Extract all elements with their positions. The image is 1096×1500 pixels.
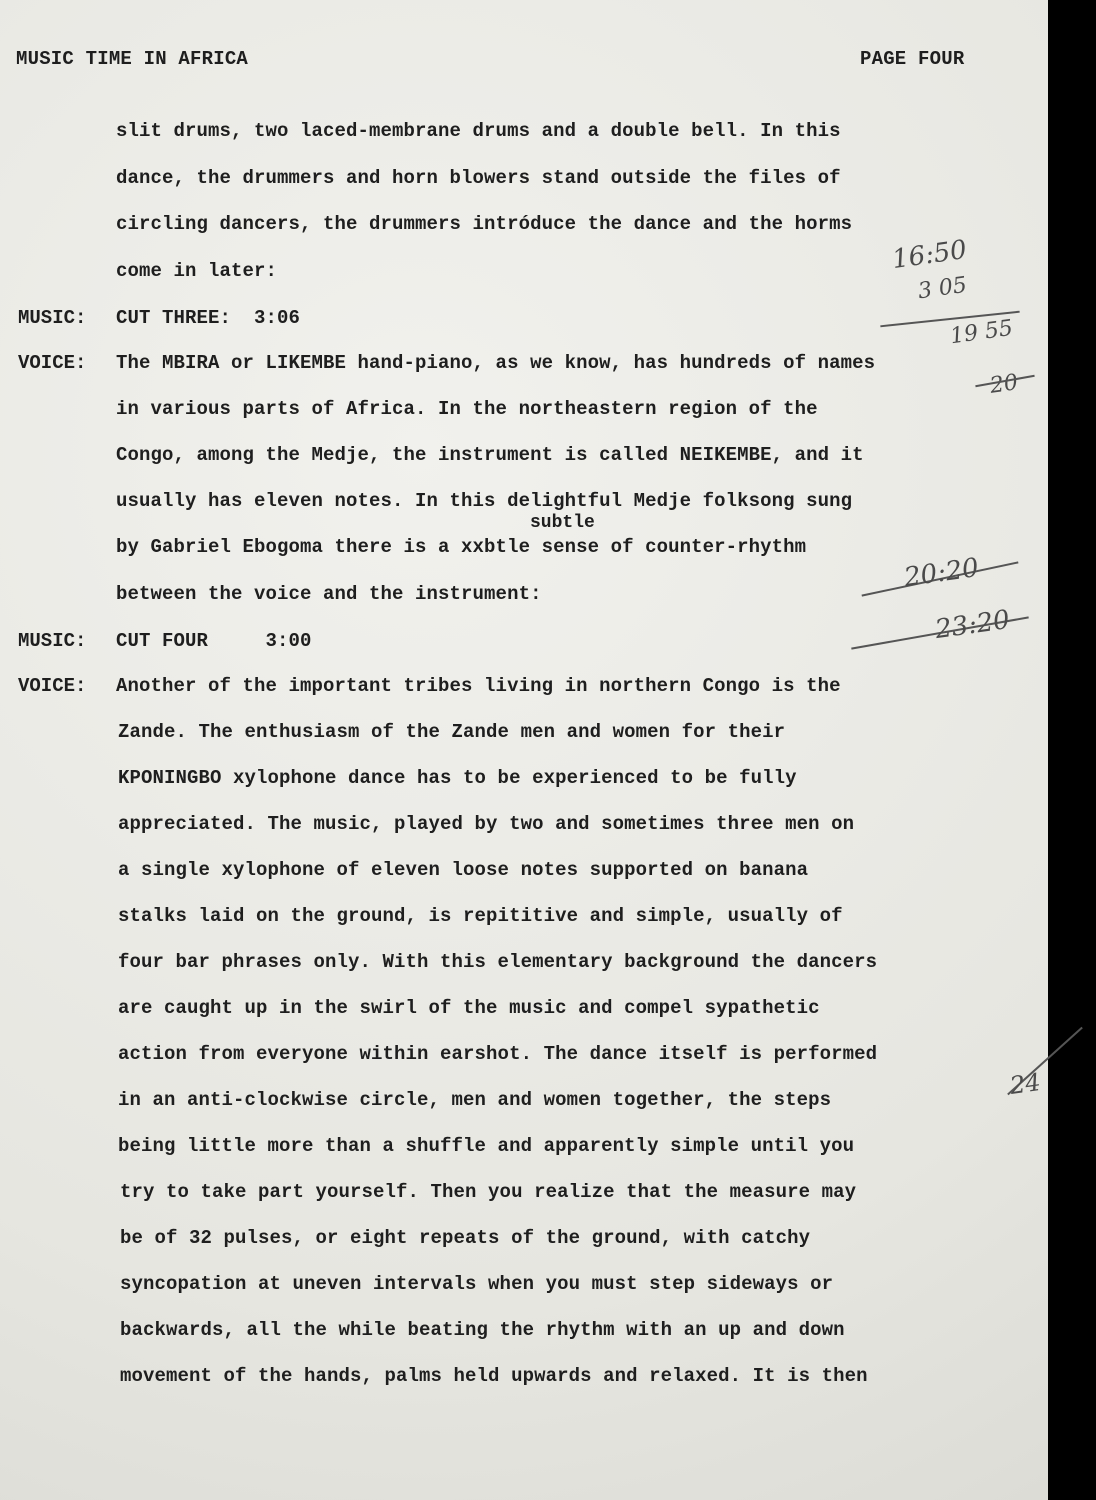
tractor-hole xyxy=(1058,712,1082,736)
music-label: MUSIC: xyxy=(18,307,87,329)
voice-label: VOICE: xyxy=(18,352,87,374)
tractor-hole xyxy=(1058,1330,1082,1354)
text-line: KPONINGBO xylophone dance has to be experienced to be fully xyxy=(118,767,797,789)
tractor-hole xyxy=(1058,1260,1082,1284)
music-cue: CUT FOUR 3:00 xyxy=(116,630,312,652)
tractor-hole xyxy=(1058,574,1082,598)
text-line: in various parts of Africa. In the northeastern region of the xyxy=(116,398,818,420)
tractor-hole xyxy=(1058,782,1082,806)
text-line: action from everyone within earshot. The dance itself is performed xyxy=(118,1043,878,1065)
text-line: are caught up in the swirl of the music and compel sypathetic xyxy=(118,997,820,1019)
text-line: slit drums, two laced-membrane drums and a double bell. In this xyxy=(116,120,841,142)
text-line: Zande. The enthusiasm of the Zande men and women for their xyxy=(118,721,786,743)
text-line: being little more than a shuffle and apparently simple until you xyxy=(118,1135,855,1157)
tractor-hole xyxy=(1058,1466,1082,1490)
text-line: Another of the important tribes living in northern Congo is the xyxy=(116,675,841,697)
handwritten-time: 20:20 xyxy=(902,552,981,594)
tractor-hole xyxy=(1058,1056,1082,1080)
document-title: MUSIC TIME IN AFRICA xyxy=(16,48,249,70)
tractor-hole xyxy=(1058,918,1082,942)
text-line: be of 32 pulses, or eight repeats of the ground, with catchy xyxy=(120,1227,811,1249)
music-label: MUSIC: xyxy=(18,630,87,652)
text-line: by Gabriel Ebogoma there is a xxbtle sense of counter-rhythm xyxy=(116,536,807,558)
music-cue: CUT THREE: 3:06 xyxy=(116,307,301,329)
tractor-hole xyxy=(1058,298,1082,322)
typed-insertion: subtle xyxy=(530,513,595,533)
text-line: movement of the hands, palms held upwards and relaxed. It is then xyxy=(120,1365,868,1387)
tractor-hole xyxy=(1058,988,1082,1012)
handwritten-time: 24 xyxy=(1008,1068,1043,1100)
tractor-hole xyxy=(1058,164,1082,188)
tractor-hole xyxy=(1058,1398,1082,1422)
text-line: usually has eleven notes. In this delightful Medje folksong sung xyxy=(116,490,853,512)
text-line: four bar phrases only. With this elementary background the dancers xyxy=(118,951,878,973)
tractor-hole xyxy=(1058,644,1082,668)
text-line: circling dancers, the drummers intróduce the dance and the horms xyxy=(116,213,853,235)
text-line: appreciated. The music, played by two and sometimes three men on xyxy=(118,813,855,835)
tractor-hole xyxy=(1058,1192,1082,1216)
tractor-hole xyxy=(1058,1124,1082,1148)
text-line: try to take part yourself. Then you realize that the measure may xyxy=(120,1181,857,1203)
text-line: come in later: xyxy=(116,260,278,282)
tractor-hole xyxy=(1058,436,1082,460)
text-line: Congo, among the Medje, the instrument is called NEIKEMBE, and it xyxy=(116,444,864,466)
text-line: syncopation at uneven intervals when you must step sideways or xyxy=(120,1273,834,1295)
text-line: a single xylophone of eleven loose notes supported on banana xyxy=(118,859,809,881)
handwritten-time: 3 05 xyxy=(916,272,969,305)
tractor-hole xyxy=(1058,230,1082,254)
handwritten-time: 19 55 xyxy=(948,315,1015,350)
text-line: The MBIRA or LIKEMBE hand-piano, as we know, has hundreds of names xyxy=(116,352,876,374)
text-line: backwards, all the while beating the rhythm with an up and down xyxy=(120,1319,845,1341)
tractor-hole xyxy=(1058,504,1082,528)
tractor-hole xyxy=(1058,28,1082,52)
tractor-hole xyxy=(1058,98,1082,122)
tractor-hole xyxy=(1058,850,1082,874)
text-line: in an anti-clockwise circle, men and women together, the steps xyxy=(118,1089,832,1111)
text-line: stalks laid on the ground, is repititive and simple, usually of xyxy=(118,905,843,927)
voice-label: VOICE: xyxy=(18,675,87,697)
page-number: PAGE FOUR xyxy=(860,48,965,70)
handwritten-time: 16:50 xyxy=(890,234,969,276)
handwritten-time: 20 xyxy=(988,370,1020,399)
text-line: dance, the drummers and horn blowers stand outside the files of xyxy=(116,167,841,189)
tractor-hole xyxy=(1058,366,1082,390)
handwritten-time: 23:20 xyxy=(933,604,1012,646)
text-line: between the voice and the instrument: xyxy=(116,583,542,605)
